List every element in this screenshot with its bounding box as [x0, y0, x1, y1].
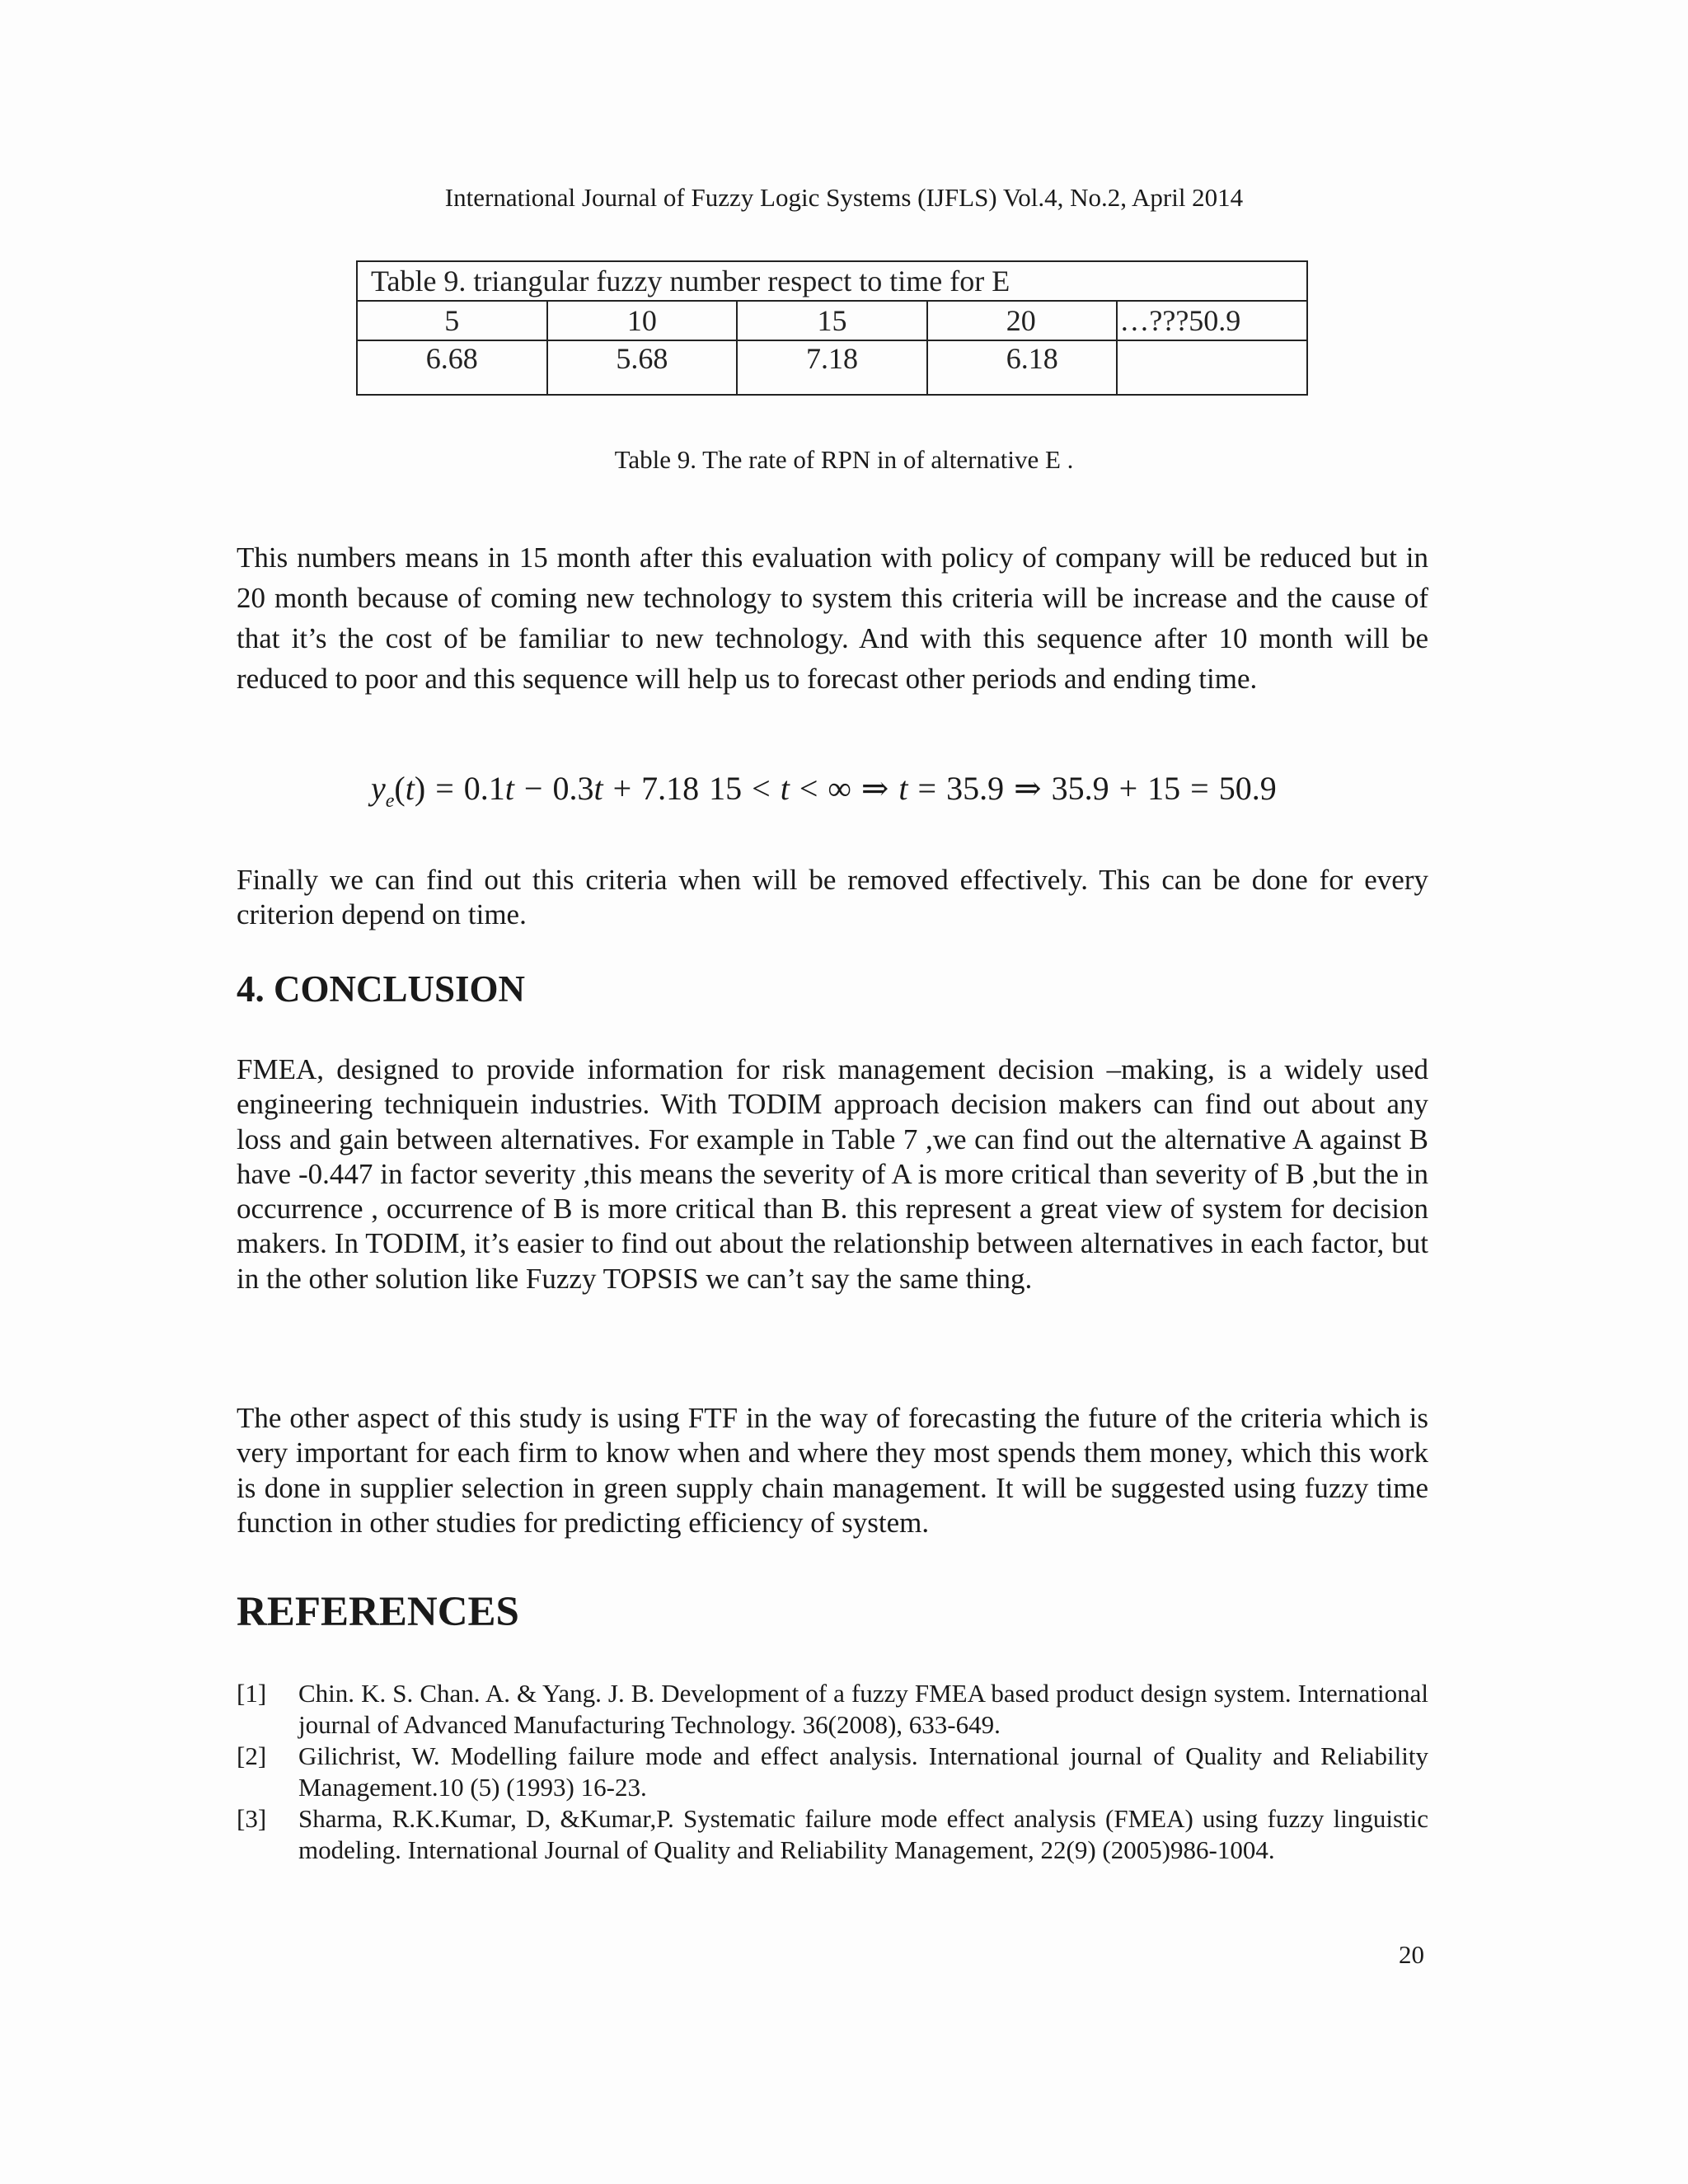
table-row-times: [357, 301, 1307, 340]
reference-number: [3]: [237, 1804, 267, 1833]
table-cell: [1117, 340, 1307, 395]
equation-symbol: t: [898, 770, 908, 807]
table-caption: Table 9. The rate of RPN in of alternative E .: [614, 445, 1074, 474]
body-paragraph: The other aspect of this study is using FTF in the way of forecasting the future of the criteria which is very important for each firm to know when and where they most spends them money, which this work is done in supplier selection in green supply chain management. It will be suggested using fuzzy time function in other studies for predicting efficiency of system.: [237, 1402, 1428, 1539]
equation-text: ) = 0.1: [414, 770, 505, 807]
reference-item: [237, 1741, 1428, 1803]
equation: [371, 769, 1277, 813]
table-cell: 6.68: [357, 340, 547, 395]
table-cell: 7.18: [737, 340, 927, 395]
equation-symbol: y: [371, 770, 386, 807]
reference-text: Chin. K. S. Chan. A. & Yang. J. B. Development of a fuzzy FMEA based product design system. International journal of Advanced Manufacturing Technology. 36(2008), 633-649.: [298, 1679, 1428, 1739]
reference-item: [237, 1803, 1428, 1866]
page-number: 20: [1399, 1940, 1424, 1969]
equation-symbol: t: [593, 770, 603, 807]
table-cell: …???50.9: [1117, 301, 1307, 340]
section-heading: 4. CONCLUSION: [237, 968, 526, 1010]
equation-text: (: [394, 770, 406, 807]
table-cell: 15: [737, 301, 927, 340]
equation-text: + 7.18 15 <: [603, 770, 781, 807]
table-9-image: [356, 260, 1308, 396]
equation-text: < ∞ ⇒: [789, 770, 899, 807]
table-row-values: [357, 340, 1307, 395]
reference-number: [1]: [237, 1679, 267, 1708]
equation-symbol: t: [780, 770, 790, 807]
reference-list: [237, 1678, 1428, 1866]
reference-item: [237, 1678, 1428, 1741]
equation-symbol: t: [504, 770, 514, 807]
table-cell: 6.18: [927, 340, 1118, 395]
equation-symbol: t: [405, 770, 415, 807]
running-head: International Journal of Fuzzy Logic Systems (IJFLS) Vol.4, No.2, April 2014: [444, 183, 1244, 212]
reference-text: Sharma, R.K.Kumar, D, &Kumar,P. Systematic failure mode effect analysis (FMEA) using fuzzy linguistic modeling. International Journal of Quality and Reliability Management, 22(9) (2005)986-1004.: [298, 1804, 1428, 1864]
table-cell: 10: [547, 301, 738, 340]
reference-text: Gilichrist, W. Modelling failure mode and effect analysis. International journal of Quality and Reliability Management.10 (5) (1993) 16-23.: [298, 1741, 1428, 1802]
body-paragraph: Finally we can find out this criteria when will be removed effectively. This can be done for every criterion depend on time.: [237, 864, 1428, 930]
equation-subscript: e: [385, 790, 395, 812]
table-cell: 20: [927, 301, 1118, 340]
equation-text: − 0.3: [513, 770, 594, 807]
reference-number: [2]: [237, 1741, 267, 1770]
table-cell: 5.68: [547, 340, 738, 395]
equation-text: = 35.9 ⇒ 35.9 + 15 = 50.9: [907, 770, 1277, 807]
references-heading: REFERENCES: [237, 1589, 519, 1635]
body-paragraph: FMEA, designed to provide information for risk management decision –making, is a widely used engineering techniquein industries. With TODIM approach decision makers can find out about any loss and gain between alternatives. For example in Table 7 ,we can find out the alternative A against B have -0.447 in factor severity ,this means the severity of A is more critical than severity of B ,but the in occurrence , occurrence of B is more critical than B. this represent a great view of system for decision makers. In TODIM, it’s easier to find out about the relationship between alternatives in each factor, but in the other solution like Fuzzy TOPSIS we can’t say the same thing.: [237, 1053, 1428, 1295]
table-title: Table 9. triangular fuzzy number respect to time for E: [357, 261, 1307, 301]
body-paragraph: This numbers means in 15 month after this evaluation with policy of company will be reduced but in 20 month because of coming new technology to system this criteria will be increase and the cause of that it’s the cost of be familiar to new technology. And with this sequence after 10 month will be reduced to poor and this sequence will help us to forecast other periods and ending time.: [237, 541, 1428, 695]
table-cell: 5: [357, 301, 547, 340]
